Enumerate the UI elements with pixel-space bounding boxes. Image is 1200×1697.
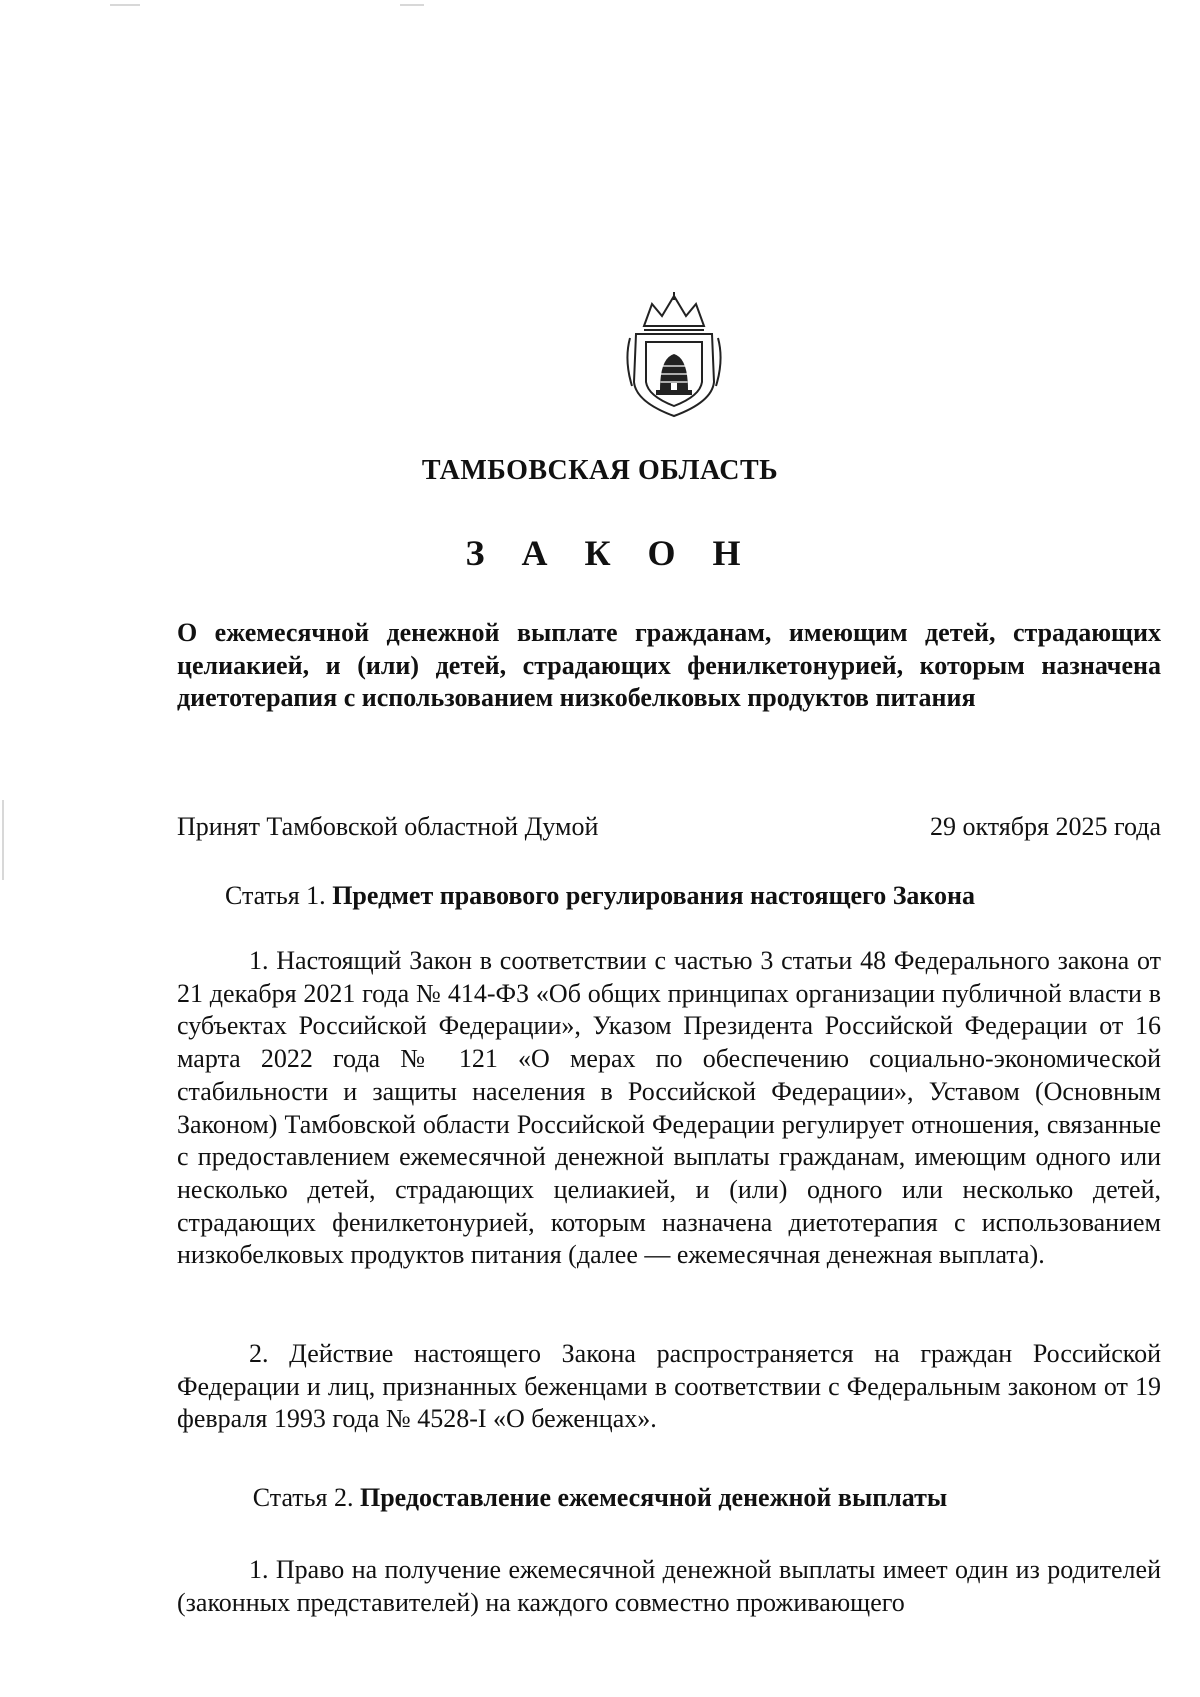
article-title: Предоставление ежемесячной денежной выплаты bbox=[360, 1483, 948, 1512]
law-title: О ежемесячной денежной выплате гражданам, имеющим детей, страдающих целиакией, и (или) детей, страдающих фенилкетонурией, которым назначена диетотерапия с использованием низкобелковых продуктов питания bbox=[177, 618, 1161, 713]
adopted-by: Принят Тамбовской областной Думой bbox=[177, 812, 599, 841]
scan-artifact-left bbox=[2, 800, 4, 880]
coat-of-arms-icon bbox=[622, 290, 726, 420]
article-number: Статья 1. bbox=[224, 881, 326, 910]
article-2-paragraph-1: 1. Право на получение ежемесячной денежной выплаты имеет один из родителей (законных представителей) на каждого совместно проживающего bbox=[177, 1555, 1161, 1617]
article-1-paragraph-2: 2. Действие настоящего Закона распространяется на граждан Российской Федерации и лиц, признанных беженцами в соответствии с Федеральным законом от 19 февраля 1993 года № 4528-I «О беженцах». bbox=[177, 1339, 1161, 1434]
adoption-line bbox=[177, 812, 1161, 842]
article-number: Статья 2. bbox=[252, 1483, 354, 1512]
article-1-paragraph-1: 1. Настоящий Закон в соответствии с частью 3 статьи 48 Федерального закона от 21 декабря 2021 года № 414-ФЗ «Об общих принципах организации публичной власти в субъектах Российской Федерации», Указом Президента Российской Федерации от 16 марта 2022 года № 121 «О мерах по обеспечению социально-экономической стабильности и защиты населения в Российской Федерации», Уставом (Основным Законом) Тамбовской области Российской Федерации регулирует отношения, связанные с предоставлением ежемесячной денежной выплаты гражданам, имеющим одного или несколько детей, страдающих целиакией, и (или) одного или несколько детей, страдающих фенилкетонурией, которым назначена диетотерапия с использованием низкобелковых продуктов питания (далее — ежемесячная денежная выплата). bbox=[177, 946, 1161, 1270]
scan-artifact-top bbox=[400, 4, 424, 6]
article-2-heading bbox=[0, 1482, 1200, 1514]
adoption-date: 29 октября 2025 года bbox=[930, 812, 1161, 841]
article-1-heading bbox=[0, 880, 1200, 912]
article-title: Предмет правового регулирования настоящего Закона bbox=[332, 881, 976, 910]
document-type: З А К О Н bbox=[465, 533, 755, 573]
region-name: ТАМБОВСКАЯ ОБЛАСТЬ bbox=[421, 455, 779, 486]
scan-artifact-top bbox=[110, 4, 140, 6]
